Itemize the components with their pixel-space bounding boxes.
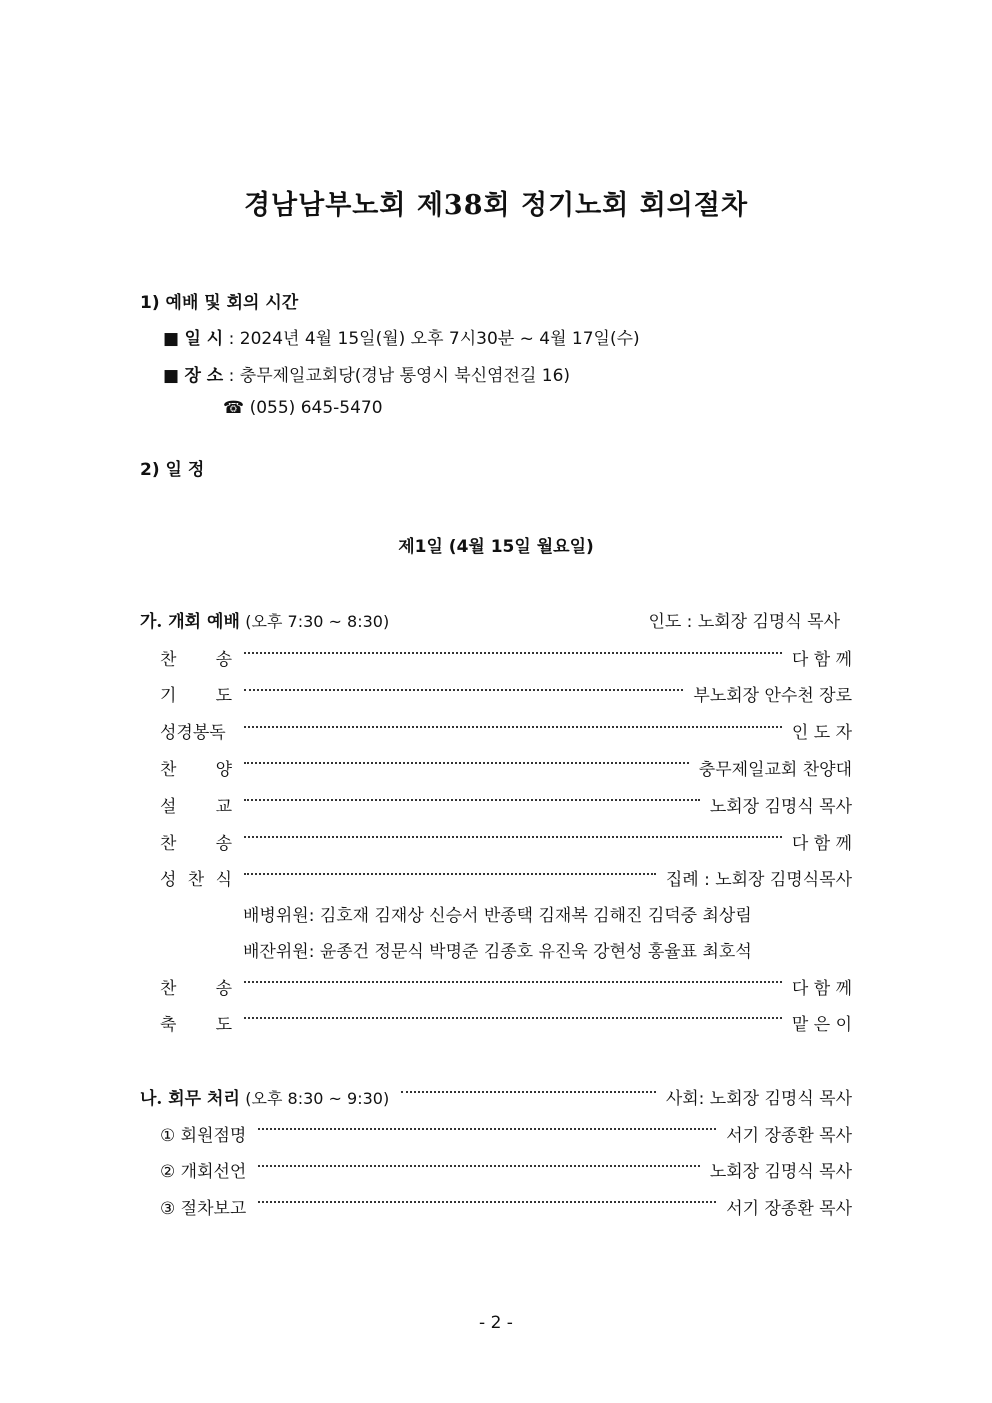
leader-dots (244, 873, 656, 875)
program-label (140, 718, 232, 743)
label-char: 교 (215, 796, 232, 817)
phone-line (223, 398, 383, 418)
label-char: 송 (215, 649, 232, 670)
program-row (140, 790, 852, 818)
program-value: 다 함 께 (791, 833, 852, 854)
program-label: ③ 절차보고 (160, 1198, 247, 1219)
date-label: 일 시 (184, 329, 224, 349)
label-char: 찬 (160, 978, 177, 999)
leader-dots (244, 762, 689, 764)
section-heading-schedule: 2) 일 정 (140, 460, 205, 480)
program-value: 부노회장 안수천 장로 (693, 686, 852, 707)
program-value: 노회장 김명식 목사 (709, 1162, 852, 1182)
program-label (140, 974, 232, 999)
program-row (140, 717, 852, 745)
label-char: 송 (215, 833, 232, 854)
program-label (140, 865, 232, 890)
page-number: - 2 - (479, 1313, 513, 1333)
program-label (140, 681, 232, 706)
program-label (140, 829, 232, 854)
leader-dots (244, 799, 700, 801)
program-row (140, 1192, 852, 1220)
program-row (140, 864, 852, 892)
leader-dots (244, 836, 782, 838)
label-char: 송 (215, 978, 232, 999)
label-char: 축 (160, 1014, 177, 1035)
program-row (140, 1008, 852, 1036)
label-char: 식 (215, 870, 232, 891)
business-presider: 사회: 노회장 김명식 목사 (665, 1088, 852, 1109)
day1-title: 제1일 (4월 15일 월요일) (398, 537, 594, 557)
leader-dots (244, 652, 782, 654)
business-header (140, 1082, 852, 1110)
label-char: 도 (215, 1014, 232, 1035)
worship-time: (오후 7:30 ~ 8:30) (245, 612, 390, 631)
leader-dots (258, 1128, 716, 1130)
section-heading-time: 1) 예배 및 회의 시간 (140, 293, 299, 313)
program-row (140, 827, 852, 855)
program-label: ② 개회선언 (160, 1162, 247, 1182)
program-label (140, 792, 232, 817)
program-value: 맡 은 이 (791, 1014, 852, 1035)
business-time: (오후 8:30 ~ 9:30) (245, 1088, 390, 1108)
bread-servers: 배병위원: 김호재 김재상 신승서 반종택 김재복 김해진 김덕중 최상림 (243, 906, 752, 926)
program-value: 서기 장종환 목사 (726, 1198, 852, 1219)
leader-dots (244, 981, 782, 983)
label-char: 찬 (187, 870, 205, 891)
cup-servers: 배잔위원: 윤종건 정문식 박명준 김종호 유진욱 강현성 홍율표 최호석 (243, 942, 752, 962)
worship-header (140, 607, 389, 632)
program-value: 서기 장종환 목사 (726, 1125, 852, 1146)
program-row (140, 643, 852, 671)
place-line: ■ 장 소 : 충무제일교회당(경남 통영시 북신염전길 16) (163, 366, 571, 386)
leader-dots (244, 689, 683, 691)
program-value: 다 함 께 (791, 978, 852, 999)
bullet: ■ (163, 366, 180, 386)
label-char: 찬 (160, 833, 177, 854)
program-value: 다 함 께 (791, 649, 852, 670)
program-label (140, 755, 232, 780)
program-value: 인 도 자 (791, 723, 852, 744)
program-value: 충무제일교회 찬양대 (698, 759, 852, 780)
program-row (140, 972, 852, 1000)
label-char: 기 (160, 686, 177, 707)
business-title: 나. 회무 처리 (140, 1088, 240, 1109)
program-label (140, 645, 232, 670)
program-row (140, 1156, 852, 1184)
program-row (140, 680, 852, 708)
leader-dots (258, 1165, 699, 1167)
label-char: 성경봉독 (160, 723, 226, 744)
telephone-icon: ☎ (223, 398, 245, 418)
document-title: 경남남부노회 제38회 정기노회 회의절차 (243, 190, 749, 221)
label-char: 찬 (160, 759, 177, 780)
place-value: 충무제일교회당(경남 통영시 북신염전길 16) (239, 366, 571, 386)
label-char: 도 (215, 686, 232, 707)
program-value: 노회장 김명식 목사 (709, 796, 852, 817)
bullet: ■ (163, 329, 180, 349)
label-char: 양 (215, 759, 232, 780)
phone-number: (055) 645-5470 (249, 398, 383, 418)
label-char: 설 (160, 796, 177, 817)
program-row (140, 1119, 852, 1147)
label-char: 찬 (160, 649, 177, 670)
program-value: 집례 : 노회장 김명식목사 (665, 870, 852, 891)
program-label: ① 회원점명 (160, 1125, 247, 1146)
leader-dots (244, 1017, 782, 1019)
leader-dots (401, 1091, 656, 1093)
leader-dots (258, 1201, 716, 1203)
worship-leader: 인도 : 노회장 김명식 목사 (648, 612, 840, 632)
leader-dots (244, 726, 782, 728)
worship-title: 가. 개회 예배 (140, 612, 240, 632)
place-label: 장 소 (184, 366, 224, 386)
date-line: ■ 일 시 : 2024년 4월 15일(월) 오후 7시30분 ~ 4월 17일(수) (163, 329, 640, 349)
program-row (140, 753, 852, 781)
label-char: 성 (160, 870, 177, 891)
date-value: 2024년 4월 15일(월) 오후 7시30분 ~ 4월 17일(수) (239, 329, 640, 349)
program-label (140, 1010, 232, 1035)
